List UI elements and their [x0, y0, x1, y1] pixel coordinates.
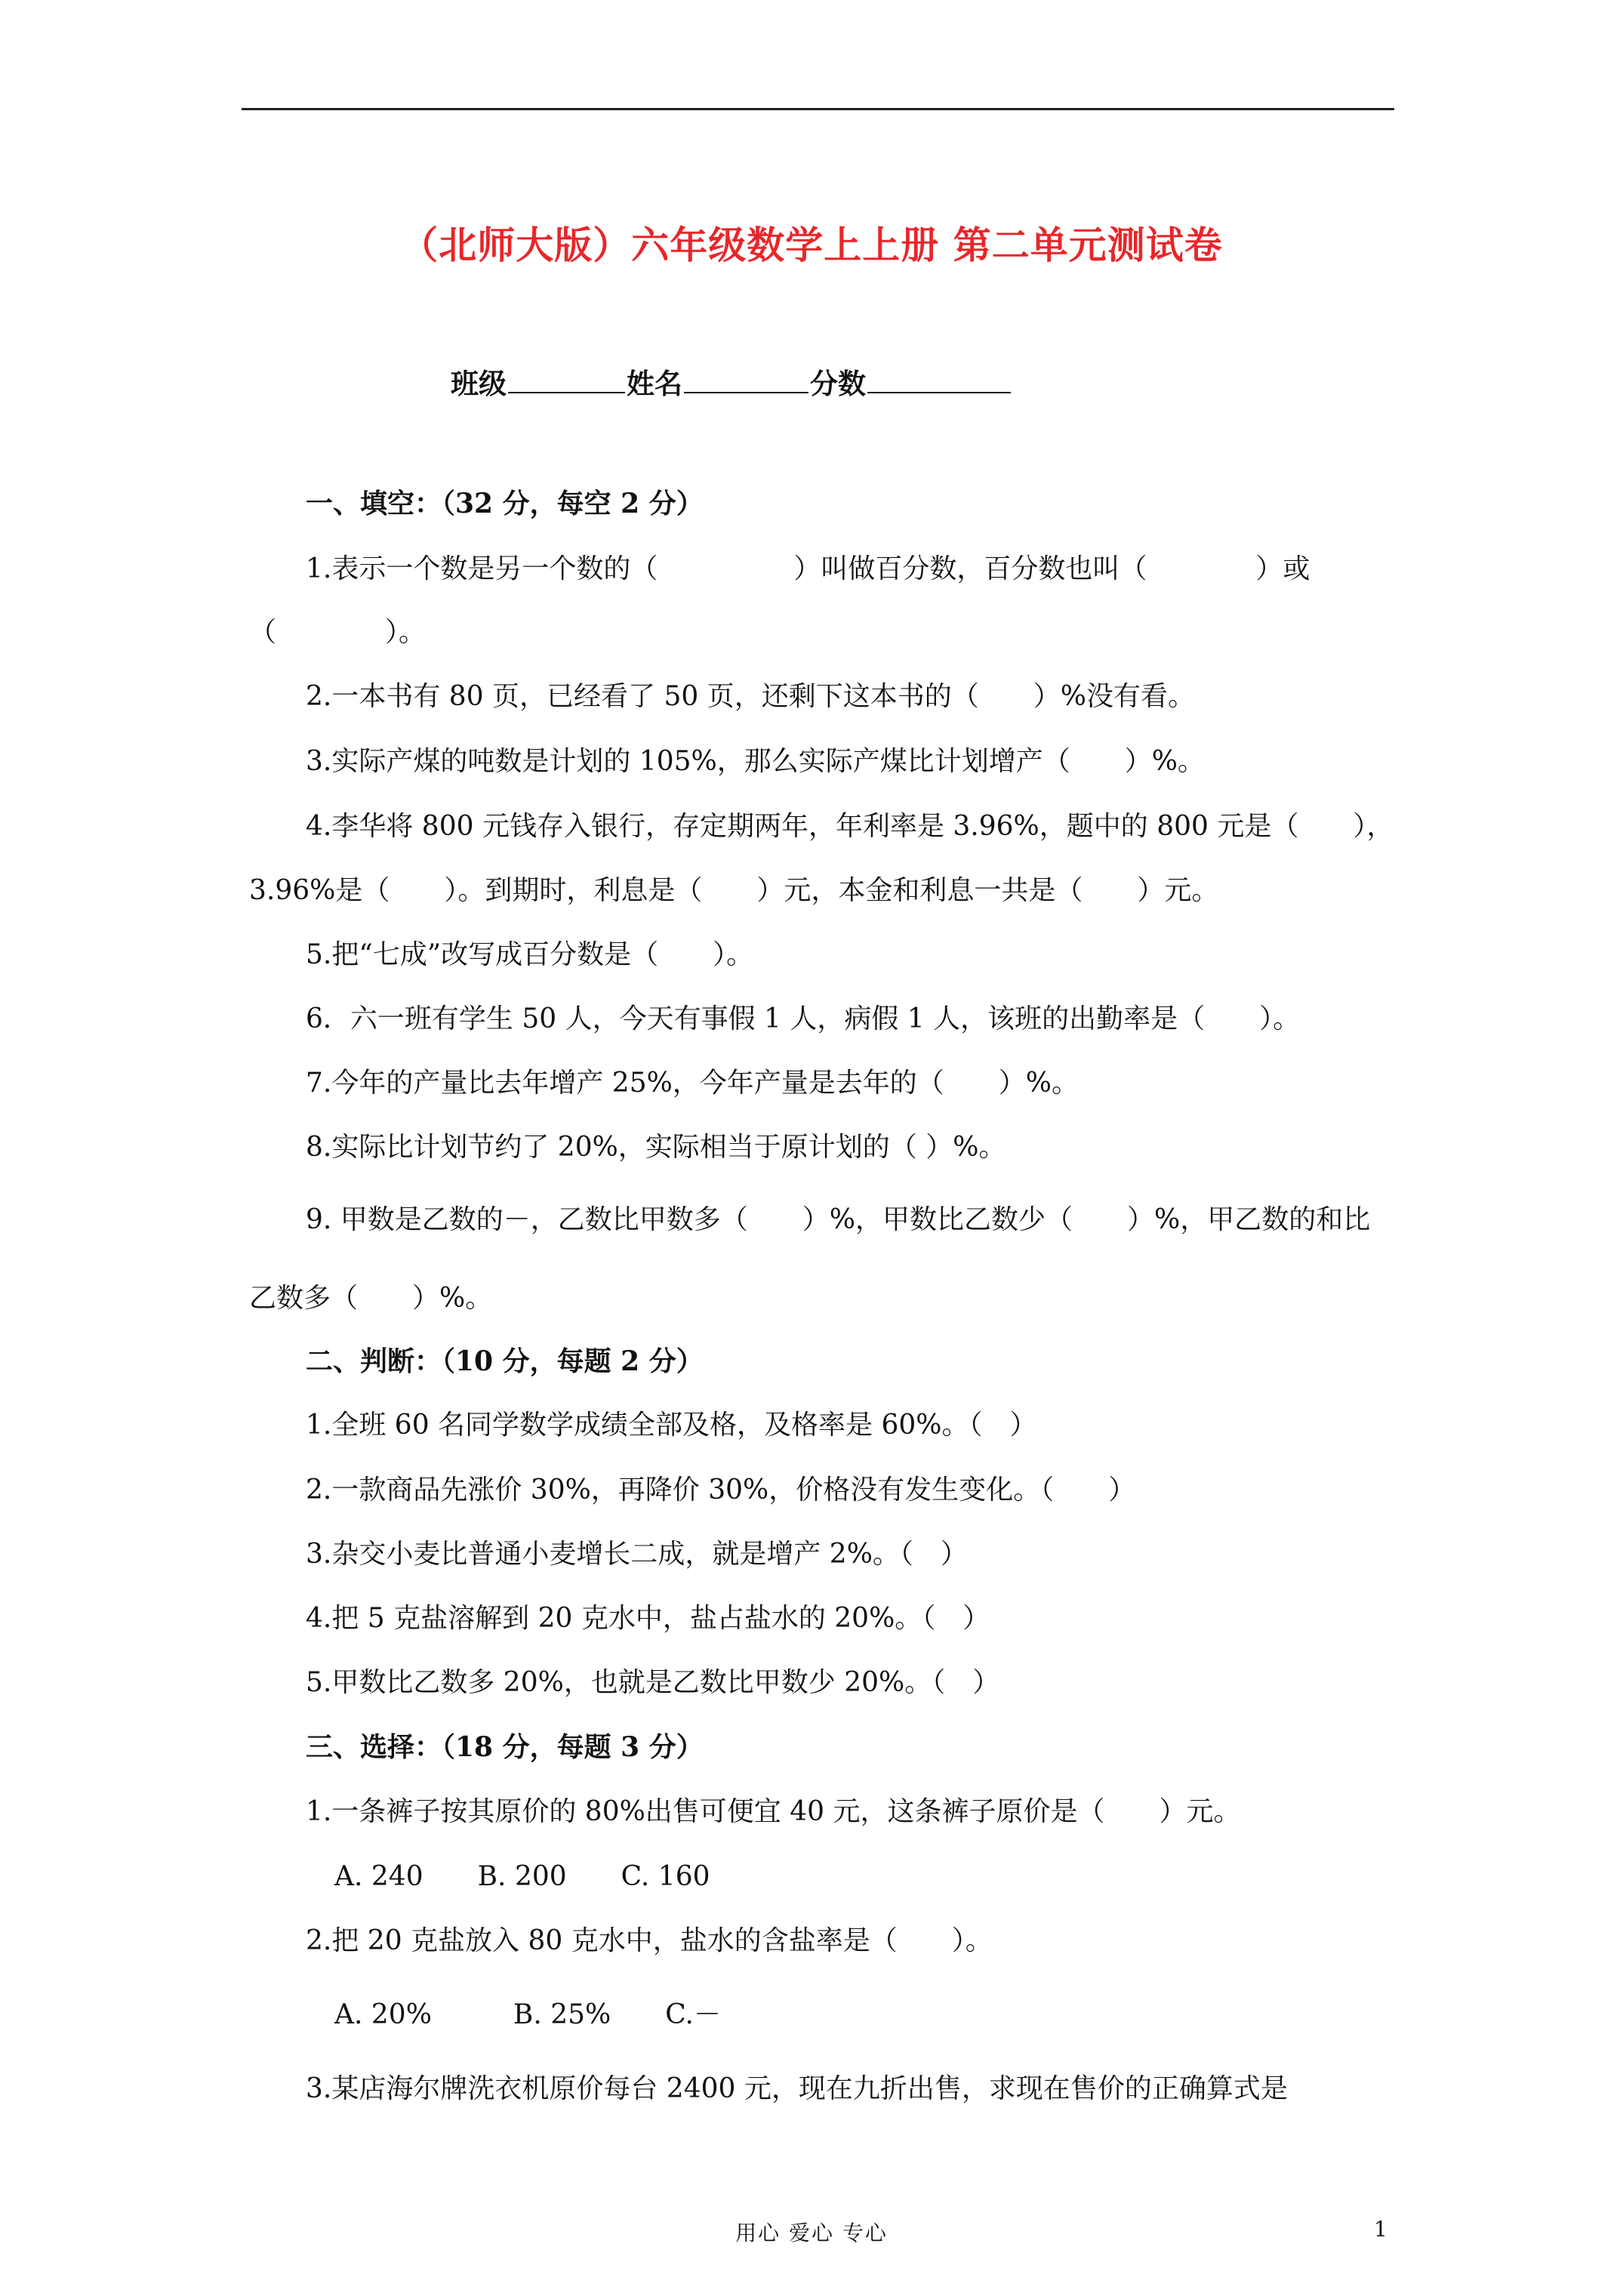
footer-motto: 用心 爱心 专心	[735, 2220, 888, 2245]
score-blank	[867, 366, 1011, 393]
s3-question-1: 1.一条裤子按其原价的 80%出售可便宜 40 元，这条裤子原价是（ ）元。	[306, 1796, 1241, 1827]
s1-question-3: 3.实际产煤的吨数是计划的 105%，那么实际产煤比计划增产（ ）%。	[306, 746, 1205, 777]
s3-question-2: 2.把 20 克盐放入 80 克水中，盐水的含盐率是（ ）。	[306, 1925, 993, 1956]
s3-question-2-options: A. 20% B. 25% C.－	[334, 1999, 721, 2030]
s1-question-5: 5.把“七成”改写成百分数是（ ）。	[306, 939, 754, 970]
s1-question-8: 8.实际比计划节约了 20%，实际相当于原计划的（ ）%。	[306, 1132, 1006, 1163]
s2-question-5: 5.甲数比乙数多 20%，也就是乙数比甲数少 20%。（ ）	[306, 1667, 1000, 1698]
s3-question-1-options: A. 240 B. 200 C. 160	[334, 1861, 710, 1892]
s2-question-1: 1.全班 60 名同学数学成绩全部及格，及格率是 60%。（ ）	[306, 1410, 1037, 1441]
s1-question-4-line-1: 4.李华将 800 元钱存入银行，存定期两年，年利率是 3.96%，题中的 800 元是（ ），	[306, 811, 1394, 842]
document-title: （北师大版）六年级数学上上册 第二单元测试卷	[400, 223, 1223, 267]
s1-question-9-line-1: 9. 甲数是乙数的－，乙数比甲数多（ ）%，甲数比乙数少（ ）%，甲乙数的和比	[306, 1204, 1371, 1235]
section-1-heading: 一、填空：（32 分，每空 2 分）	[306, 488, 704, 519]
section-2-heading: 二、判断：（10 分，每题 2 分）	[306, 1345, 704, 1377]
s1-question-6: 6．六一班有学生 50 人，今天有事假 1 人，病假 1 人，该班的出勤率是（ ）。	[306, 1003, 1301, 1034]
s1-question-7: 7.今年的产量比去年增产 25%，今年产量是去年的（ ）%。	[306, 1068, 1079, 1099]
s1-question-1-line-2: （ ）。	[249, 617, 427, 648]
class-blank	[508, 366, 625, 393]
name-label: 姓名	[627, 367, 682, 400]
page-number: 1	[1374, 2217, 1387, 2242]
s1-question-1-line-1: 1.表示一个数是另一个数的（ ）叫做百分数，百分数也叫（ ）或	[306, 553, 1310, 584]
s1-question-4-line-2: 3.96%是（ ）。到期时，利息是（ ）元，本金和利息一共是（ ）元。	[249, 875, 1219, 906]
class-label: 班级	[451, 367, 507, 400]
s2-question-4: 4.把 5 克盐溶解到 20 克水中，盐占盐水的 20%。（ ）	[306, 1603, 990, 1634]
name-blank	[684, 366, 808, 393]
s1-question-2: 2.一本书有 80 页，已经看了 50 页，还剩下这本书的（ ）%没有看。	[306, 681, 1195, 712]
header-rule	[242, 108, 1394, 110]
score-label: 分数	[810, 367, 866, 400]
s3-question-3: 3.某店海尔牌洗衣机原价每台 2400 元，现在九折出售，求现在售价的正确算式是	[306, 2073, 1288, 2104]
s2-question-2: 2.一款商品先涨价 30%，再降价 30%，价格没有发生变化。（ ）	[306, 1475, 1136, 1505]
section-3-heading: 三、选择：（18 分，每题 3 分）	[306, 1731, 704, 1763]
student-info-line	[451, 361, 1012, 402]
s1-question-9-line-2: 乙数多（ ）%。	[249, 1283, 493, 1314]
s2-question-3: 3.杂交小麦比普通小麦增长二成，就是增产 2%。（ ）	[306, 1539, 968, 1570]
